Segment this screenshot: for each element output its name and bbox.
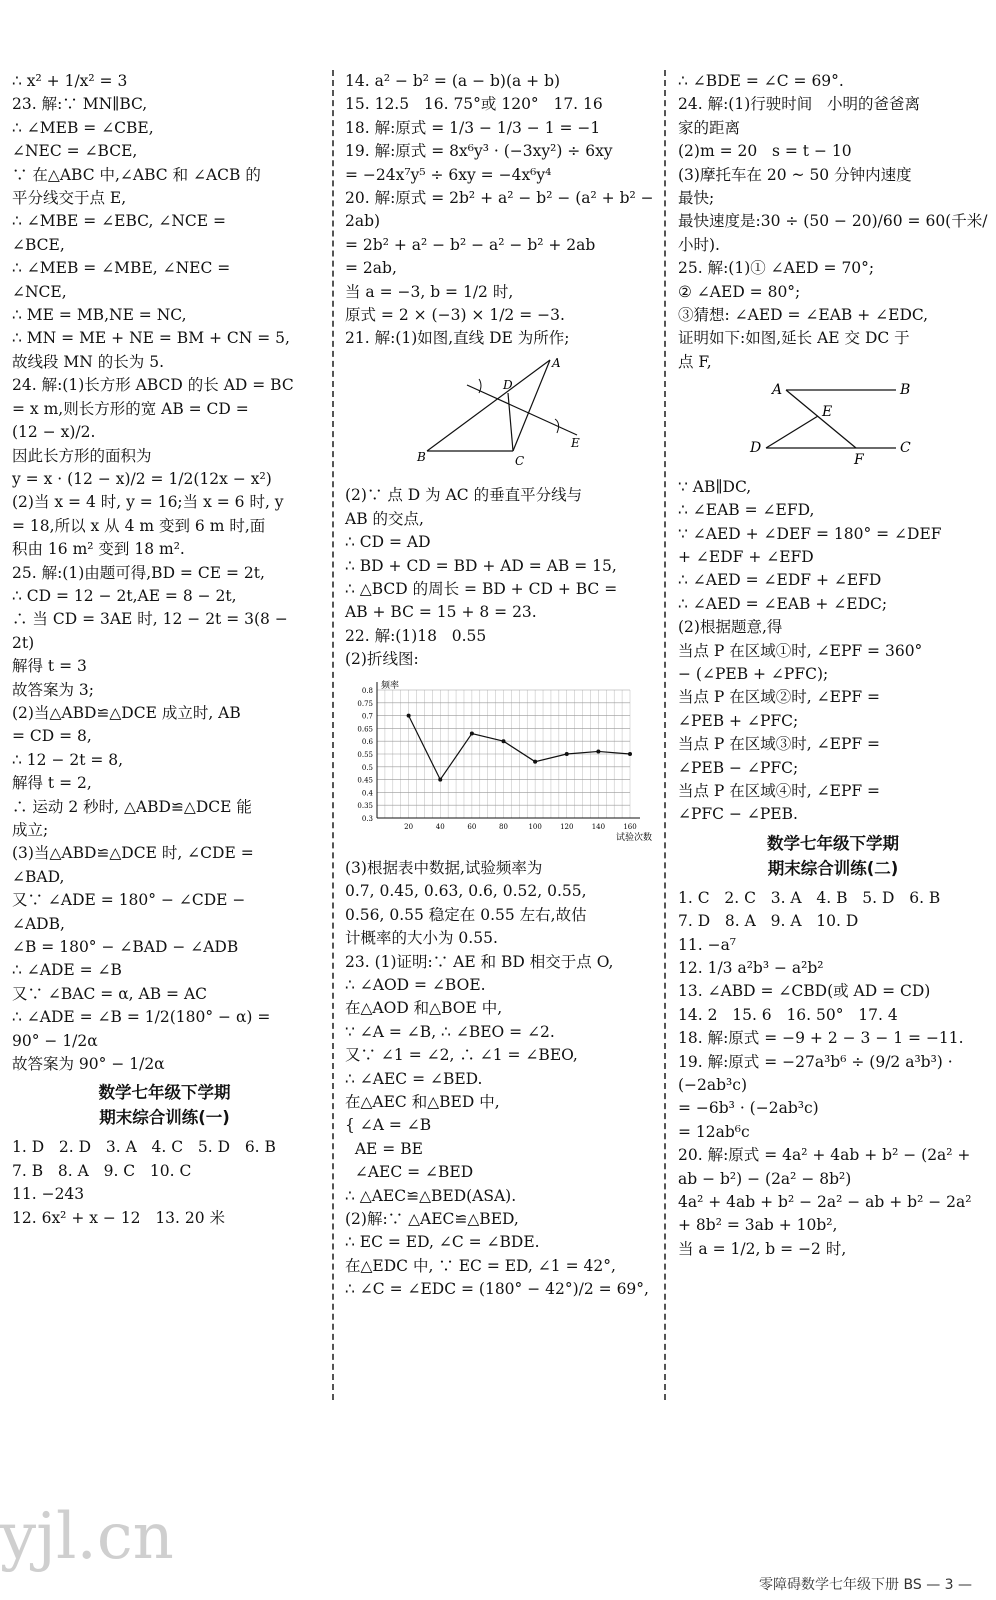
y-tick-label: 0.75 — [357, 699, 373, 708]
y-tick-label: 0.45 — [357, 776, 373, 785]
text-line: 20. 解:原式 = 4a² + 4ab + b² − (2a² + — [678, 1146, 971, 1165]
text-line: { ∠A = ∠B — [345, 1116, 432, 1135]
section-title-line-2: 期末综合训练(一) — [99, 1108, 230, 1128]
watermark: yjl.cn — [0, 1500, 174, 1574]
text-line: ∴ ∠AOD = ∠BOE. — [345, 975, 486, 994]
y-tick-label: 0.6 — [361, 737, 373, 746]
text-line: 当 a = 1/2, b = −2 时, — [678, 1239, 847, 1258]
data-point — [596, 749, 600, 753]
text-line: ③猜想: ∠AED = ∠EAB + ∠EDC, — [678, 306, 929, 325]
data-point — [438, 777, 442, 781]
text-line: + 8b² = 3ab + 10b², — [678, 1216, 838, 1235]
text-line: 1. D 2. D 3. A 4. C 5. D 6. B — [12, 1138, 276, 1157]
text-line: 24. 解:(1)行驶时间 小明的爸爸离 — [678, 95, 921, 114]
text-line: 2ab) — [345, 212, 381, 231]
text-line: 故答案为 3; — [12, 680, 95, 699]
section-title — [12, 1080, 317, 1130]
text-line: ∴ ∠ADE = ∠B — [12, 961, 122, 980]
text-line: 解得 t = 2, — [12, 774, 92, 793]
x-tick-label: 20 — [404, 822, 414, 831]
x-tick-label: 120 — [560, 822, 574, 831]
text-line: ∴ 运动 2 秒时, △ABD≌△DCE 能 — [12, 797, 252, 816]
text-line: ∴ △BCD 的周长 = BD + CD + BC = — [345, 579, 618, 598]
text-line: 当 a = −3, b = 1/2 时, — [345, 282, 514, 301]
answer-lines — [12, 1136, 317, 1230]
answer-lines — [345, 857, 655, 1302]
text-line: ∴ BD + CD = BD + AD = AB = 15, — [345, 556, 617, 575]
text-line: (2)解:∵ △AEC≌△BED, — [345, 1210, 519, 1229]
text-line: 25. 解:(1)由题可得,BD = CE = 2t, — [12, 563, 265, 582]
text-line: (2)根据题意,得 — [678, 618, 783, 637]
text-line: 当点 P 在区域②时, ∠EPF = — [678, 688, 881, 707]
text-line: ∴ CD = 12 − 2t,AE = 8 − 2t, — [12, 586, 237, 605]
label-b: B — [417, 449, 426, 464]
text-line: 解得 t = 3 — [12, 657, 87, 676]
answer-lines — [345, 70, 655, 351]
text-line: 90° − 1/2α — [12, 1031, 98, 1050]
text-line: 在△EDC 中, ∵ EC = ED, ∠1 = 42°, — [345, 1256, 616, 1275]
text-line: 又∵ ∠BAC = α, AB = AC — [12, 984, 207, 1003]
text-line: AB 的交点, — [345, 509, 424, 528]
segment-cd — [508, 393, 513, 451]
text-line: 23. 解:∵ MN∥BC, — [12, 95, 148, 114]
text-line: 25. 解:(1)① ∠AED = 70°; — [678, 259, 875, 278]
text-line: (2)当 x = 4 时, y = 16;当 x = 6 时, y — [12, 493, 284, 512]
y-tick-label: 0.7 — [361, 712, 373, 721]
text-line: 24. 解:(1)长方形 ABCD 的长 AD = BC — [12, 376, 294, 395]
text-line: 当点 P 在区域③时, ∠EPF = — [678, 735, 881, 754]
text-line: ∠PEB + ∠PFC; — [678, 711, 799, 730]
column-separator-1 — [332, 70, 334, 1400]
text-line: 19. 解:原式 = −27a³b⁶ ÷ (9/2 a³b³) · — [678, 1052, 953, 1071]
y-tick-label: 0.65 — [357, 724, 373, 733]
text-line: 11. −243 — [12, 1185, 85, 1204]
text-line: ∠BCE, — [12, 235, 65, 254]
text-line: = 2ab, — [345, 259, 397, 278]
text-line: ∵ ∠A = ∠B, ∴ ∠BEO = ∠2. — [345, 1022, 555, 1041]
text-line: 22. 解:(1)18 0.55 — [345, 626, 487, 645]
y-tick-label: 0.55 — [357, 750, 373, 759]
text-line: 1. C 2. C 3. A 4. B 5. D 6. B — [678, 888, 941, 907]
text-line: 12. 1/3 a²b³ − a²b² — [678, 959, 824, 977]
answer-lines — [678, 476, 988, 827]
text-line: ∠PEB − ∠PFC; — [678, 758, 799, 777]
text-line: y = x · (12 − x)/2 = 1/2(12x − x²) — [12, 469, 272, 488]
text-line: = −24x⁷y⁵ ÷ 6xy = −4x⁶y⁴ — [345, 165, 552, 184]
text-line: 4a² + 4ab + b² − 2a² − ab + b² − 2a² — [678, 1193, 972, 1212]
text-line: 家的距离 — [678, 118, 741, 137]
text-line: ∵ AB∥DC, — [678, 477, 752, 496]
column-1 — [12, 70, 317, 1230]
text-line: AB + BC = 15 + 8 = 23. — [345, 603, 537, 622]
text-line: ∴ ∠MEB = ∠MBE, ∠NEC = — [12, 259, 231, 278]
text-line: + ∠EDF + ∠EFD — [678, 547, 814, 566]
text-line: 19. 解:原式 = 8x⁶y³ · (−3xy²) ÷ 6xy — [345, 142, 613, 161]
text-line: ② ∠AED = 80°; — [678, 282, 801, 301]
text-line: ∠ADB, — [12, 914, 65, 933]
label-d: D — [750, 440, 762, 457]
text-line: (3)根据表中数据,试验频率为 — [345, 858, 543, 877]
text-line: (3)当△ABD≌△DCE 时, ∠CDE = — [12, 844, 254, 863]
text-line: 点 F, — [678, 352, 712, 371]
text-line: = CD = 8, — [12, 727, 92, 746]
text-line: ∴ x² + 1/x² = 3 — [12, 72, 128, 90]
text-line: ∴ ∠AED = ∠EDF + ∠EFD — [678, 571, 882, 590]
text-line: ∴ MN = ME + NE = BM + CN = 5, — [12, 329, 290, 348]
text-line: ∴ ∠MEB = ∠CBE, — [12, 118, 154, 137]
y-tick-label: 0.5 — [361, 763, 373, 772]
y-tick-label: 0.8 — [361, 686, 373, 695]
x-axis-label: 试验次数 — [615, 832, 652, 843]
text-line: 0.7, 0.45, 0.63, 0.6, 0.52, 0.55, — [345, 882, 587, 901]
text-line: (2)当△ABD≌△DCE 成立时, AB — [12, 703, 241, 722]
perpendicular-bisector-figure — [345, 355, 585, 473]
answer-lines — [678, 887, 988, 1262]
text-line: (2)∵ 点 D 为 AC 的垂直平分线与 — [345, 486, 583, 505]
label-f: F — [854, 452, 864, 465]
text-line: ∴ ∠ADE = ∠B = 1/2(180° − α) = — [12, 1008, 271, 1027]
text-line: ∴ EC = ED, ∠C = ∠BDE. — [345, 1233, 540, 1252]
segment-de — [766, 416, 818, 448]
label-e: E — [822, 404, 833, 421]
text-line: 故答案为 90° − 1/2α — [12, 1055, 165, 1074]
column-3 — [678, 70, 988, 1261]
data-point — [533, 759, 537, 763]
label-c: C — [900, 440, 911, 457]
data-point — [565, 752, 569, 756]
text-line: ∴ ∠C = ∠EDC = (180° − 42°)/2 = 69°, — [345, 1280, 649, 1299]
section-title-line-2: 期末综合训练(二) — [767, 858, 899, 878]
text-line: ∠B = 180° − ∠BAD − ∠ADB — [12, 938, 239, 957]
parallel-lines-figure — [678, 378, 928, 464]
text-line: ∠NCE, — [12, 282, 67, 301]
answer-lines — [678, 70, 988, 374]
text-line: = −6b³ · (−2ab³c) — [678, 1099, 819, 1118]
text-line: = 18,所以 x 从 4 m 变到 6 m 时,面 — [12, 516, 266, 535]
text-line: ∴ ∠AED = ∠EAB + ∠EDC; — [678, 594, 888, 613]
text-line: = 12ab⁶c — [678, 1122, 750, 1141]
text-line: 故线段 MN 的长为 5. — [12, 352, 165, 371]
x-tick-label: 40 — [435, 822, 445, 831]
text-line: 小时). — [678, 235, 720, 254]
line-af — [786, 390, 856, 448]
text-line: 当点 P 在区域①时, ∠EPF = 360° — [678, 641, 923, 660]
text-line: ∴ ∠MBE = ∠EBC, ∠NCE = — [12, 212, 226, 231]
text-line: 21. 解:(1)如图,直线 DE 为所作; — [345, 329, 570, 348]
text-line: (12 − x)/2. — [12, 423, 96, 442]
text-line: ∴ ∠BDE = ∠C = 69°. — [678, 72, 844, 90]
section-title — [678, 831, 988, 881]
label-a: A — [772, 382, 783, 399]
text-line: (−2ab³c) — [678, 1076, 748, 1095]
text-line: 当点 P 在区域④时, ∠EPF = — [678, 781, 881, 800]
text-line: 7. B 8. A 9. C 10. C — [12, 1161, 192, 1180]
text-line: = x m,则长方形的宽 AB = CD = — [12, 399, 249, 418]
section-title-line-1: 数学七年级下学期 — [98, 1083, 231, 1103]
y-axis-label: 频率 — [381, 680, 400, 691]
x-tick-label: 80 — [499, 822, 508, 831]
x-tick-label: 160 — [623, 822, 637, 831]
text-line: AE = BE — [345, 1139, 423, 1158]
y-tick-label: 0.3 — [361, 814, 373, 823]
text-line: 平分线交于点 E, — [12, 189, 127, 208]
text-line: 最快; — [678, 189, 715, 208]
text-line: ∴ △AEC≌△BED(ASA). — [345, 1186, 517, 1205]
data-point — [502, 739, 506, 743]
text-line: 在△AEC 和△BED 中, — [345, 1093, 500, 1111]
y-tick-label: 0.35 — [357, 801, 373, 810]
text-line: ∠AEC = ∠BED — [345, 1163, 474, 1182]
text-line: 计概率的大小为 0.55. — [345, 929, 498, 948]
x-tick-label: 140 — [591, 822, 606, 831]
text-line: 12. 6x² + x − 12 13. 20 米 — [12, 1208, 226, 1227]
text-line: ∴ 当 CD = 3AE 时, 12 − 2t = 3(8 − — [12, 610, 288, 629]
text-line: ∠NEC = ∠BCE, — [12, 142, 138, 161]
label-b: B — [900, 382, 911, 399]
text-line: ∴ ∠EAB = ∠EFD, — [678, 501, 815, 520]
text-line: 因此长方形的面积为 — [12, 446, 152, 465]
text-line: ∴ ME = MB,NE = NC, — [12, 306, 187, 325]
text-line: 0.56, 0.55 稳定在 0.55 左右,故估 — [345, 905, 587, 924]
text-line: = 2b² + a² − b² − a² − b² + 2ab — [345, 235, 596, 254]
section-title-line-1: 数学七年级下学期 — [767, 833, 899, 853]
text-line: 积由 16 m² 变到 18 m². — [12, 540, 185, 559]
text-line: 成立; — [12, 821, 49, 839]
label-e: E — [571, 435, 580, 450]
text-line: 最快速度是:30 ÷ (50 − 20)/60 = 60(千米/ — [678, 212, 988, 231]
data-point — [407, 713, 411, 717]
page-footer: 零障碍数学七年级下册 BS — 3 — — [759, 1577, 972, 1593]
text-line: ∠BAD, — [12, 867, 65, 886]
label-a: A — [552, 355, 561, 370]
answer-lines — [12, 70, 317, 1076]
text-line: 原式 = 2 × (−3) × 1/2 = −3. — [345, 306, 565, 325]
y-tick-label: 0.4 — [361, 788, 373, 797]
label-d: D — [503, 377, 513, 392]
x-tick-label: 100 — [528, 822, 542, 831]
text-line: ∵ 在△ABC 中,∠ABC 和 ∠ACB 的 — [12, 165, 261, 184]
text-line: 18. 解:原式 = −9 + 2 − 3 − 1 = −11. — [678, 1029, 964, 1048]
text-line: ∵ ∠AED + ∠DEF = 180° = ∠DEF — [678, 524, 942, 543]
answer-lines — [345, 484, 655, 671]
text-line: 又∵ ∠1 = ∠2, ∴ ∠1 = ∠BEO, — [345, 1046, 578, 1065]
label-c: C — [515, 453, 525, 468]
text-line: 18. 解:原式 = 1/3 − 1/3 − 1 = −1 — [345, 118, 601, 137]
data-point — [470, 731, 474, 735]
text-line: 在△AOD 和△BOE 中, — [345, 999, 503, 1018]
text-line: 又∵ ∠ADE = 180° − ∠CDE − — [12, 891, 246, 910]
text-line: 14. 2 15. 6 16. 50° 17. 4 — [678, 1005, 898, 1024]
text-line: ab − b²) − (2a² − 8b²) — [678, 1169, 852, 1188]
data-point — [628, 752, 632, 756]
text-line: 20. 解:原式 = 2b² + a² − b² − (a² + b² − — [345, 189, 654, 208]
frequency-line-chart — [345, 676, 655, 846]
frequency-chart — [345, 676, 655, 853]
text-line: ∴ 12 − 2t = 8, — [12, 750, 124, 769]
figure-21 — [345, 355, 655, 480]
column-separator-2 — [664, 70, 666, 1400]
x-tick-label: 60 — [467, 822, 477, 831]
text-line: 2t) — [12, 633, 35, 652]
text-line: ∴ ∠AEC = ∠BED. — [345, 1069, 483, 1088]
text-line: 11. −a⁷ — [678, 935, 737, 954]
text-line: 15. 12.5 16. 75°或 120° 17. 16 — [345, 95, 603, 114]
text-line: (2)m = 20 s = t − 10 — [678, 142, 852, 161]
text-line: ∠PFC − ∠PEB. — [678, 805, 798, 824]
text-line: (2)折线图: — [345, 650, 419, 669]
figure-25 — [678, 378, 988, 471]
text-line: − (∠PEB + ∠PFC); — [678, 664, 829, 683]
text-line: ∴ CD = AD — [345, 533, 431, 552]
text-line: 13. ∠ABD = ∠CBD(或 AD = CD) — [678, 982, 931, 1001]
text-line: 14. a² − b² = (a − b)(a + b) — [345, 72, 561, 90]
text-line: 证明如下:如图,延长 AE 交 DC 于 — [678, 329, 910, 348]
text-line: 7. D 8. A 9. A 10. D — [678, 912, 859, 931]
text-line: (3)摩托车在 20 ~ 50 分钟内速度 — [678, 165, 912, 184]
column-2 — [345, 70, 655, 1302]
text-line: 23. (1)证明:∵ AE 和 BD 相交于点 O, — [345, 952, 614, 971]
